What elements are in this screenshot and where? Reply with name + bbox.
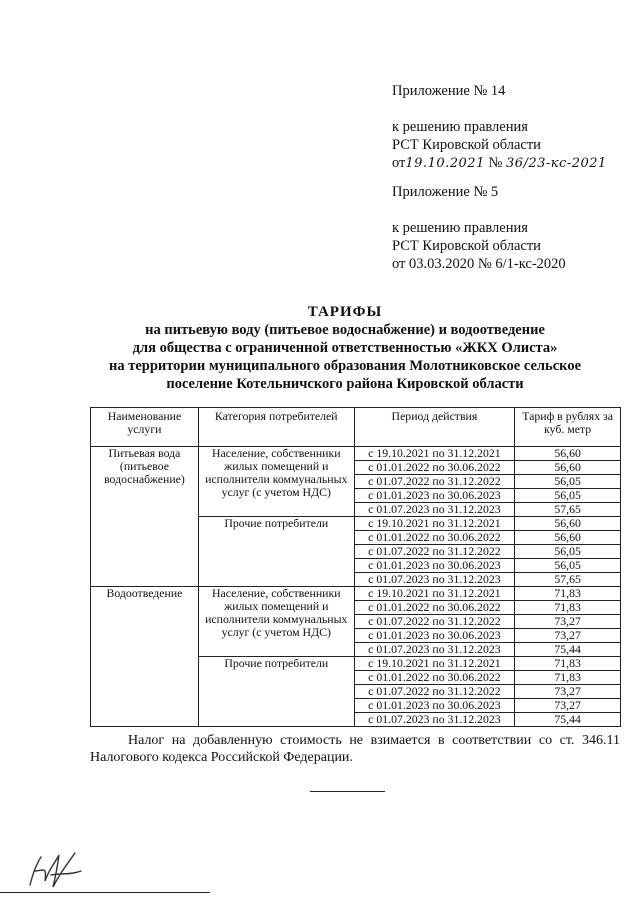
appendix-14-line2: РСТ Кировской области xyxy=(392,137,541,153)
period-cell: с 01.01.2023 по 30.06.2023 xyxy=(354,699,515,713)
period-cell: с 19.10.2021 по 31.12.2021 xyxy=(354,657,515,671)
tariff-cell: 56,60 xyxy=(515,531,621,545)
appendix-5-block xyxy=(392,183,566,273)
appendix-5-title: Приложение № 5 xyxy=(392,184,499,200)
table-header-row xyxy=(91,408,621,447)
title-line4: поселение Котельничского района Кировской области xyxy=(166,376,524,392)
period-cell: с 01.07.2023 по 31.12.2023 xyxy=(354,643,515,657)
tariff-cell: 75,44 xyxy=(515,713,621,727)
consumer-category: Население, собственники жилых помещений и исполнители коммунальных услуг (с учетом НДС) xyxy=(198,447,354,517)
tariff-cell: 56,60 xyxy=(515,517,621,531)
period-cell: с 01.07.2022 по 31.12.2022 xyxy=(354,685,515,699)
tariff-cell: 73,27 xyxy=(515,699,621,713)
tariff-cell: 57,65 xyxy=(515,503,621,517)
table-row xyxy=(91,447,621,461)
period-cell: с 01.01.2023 по 30.06.2023 xyxy=(354,559,515,573)
tariff-cell: 56,05 xyxy=(515,489,621,503)
appendix-5-line2: РСТ Кировской области xyxy=(392,238,541,254)
date-prefix: от xyxy=(392,155,406,171)
period-cell: с 01.01.2023 по 30.06.2023 xyxy=(354,489,515,503)
title-heading: ТАРИФЫ xyxy=(307,304,383,320)
separator-line xyxy=(310,791,385,792)
header-tariff: Тариф в рублях за куб. метр xyxy=(515,408,621,447)
period-cell: с 01.07.2022 по 31.12.2022 xyxy=(354,615,515,629)
period-cell: с 19.10.2021 по 31.12.2021 xyxy=(354,587,515,601)
period-cell: с 01.01.2023 по 30.06.2023 xyxy=(354,629,515,643)
tariff-cell: 71,83 xyxy=(515,601,621,615)
tariff-cell: 56,60 xyxy=(515,447,621,461)
tariff-cell: 73,27 xyxy=(515,685,621,699)
period-cell: с 01.07.2023 по 31.12.2023 xyxy=(354,573,515,587)
tariff-cell: 73,27 xyxy=(515,629,621,643)
title-line1: на питьевую воду (питьевое водоснабжение) и водоотведение xyxy=(145,322,545,338)
period-cell: с 01.07.2023 по 31.12.2023 xyxy=(354,713,515,727)
tariff-cell: 71,83 xyxy=(515,671,621,685)
tariff-cell: 56,05 xyxy=(515,559,621,573)
handwritten-date: 19.10.2021 xyxy=(405,156,485,171)
signature-icon xyxy=(25,845,85,890)
service-sewerage: Водоотведение xyxy=(91,587,199,727)
handwritten-number: 36/23-кс-2021 xyxy=(505,156,607,171)
appendix-5-line3: от 03.03.2020 № 6/1-кс-2020 xyxy=(392,256,566,272)
consumer-category: Прочие потребители xyxy=(198,517,354,587)
tax-note xyxy=(90,732,620,766)
tariff-cell: 75,44 xyxy=(515,643,621,657)
table-body xyxy=(91,447,621,727)
appendix-5-line1: к решению правления xyxy=(392,220,528,236)
period-cell: с 01.07.2022 по 31.12.2022 xyxy=(354,545,515,559)
tariff-cell: 71,83 xyxy=(515,657,621,671)
period-cell: с 01.07.2022 по 31.12.2022 xyxy=(354,475,515,489)
tariff-table xyxy=(90,407,621,727)
period-cell: с 01.01.2022 по 30.06.2022 xyxy=(354,461,515,475)
period-cell: с 01.07.2023 по 31.12.2023 xyxy=(354,503,515,517)
header-service: Наименование услуги xyxy=(91,408,199,447)
document-title xyxy=(60,303,630,393)
header-category: Категория потребителей xyxy=(198,408,354,447)
tariff-cell: 57,65 xyxy=(515,573,621,587)
appendix-14-date-line xyxy=(392,154,607,173)
appendix-14-line1: к решению правления xyxy=(392,119,528,135)
period-cell: с 01.01.2022 по 30.06.2022 xyxy=(354,531,515,545)
tariff-cell: 56,60 xyxy=(515,461,621,475)
appendix-14-block xyxy=(392,82,607,173)
header-period: Период действия xyxy=(354,408,515,447)
bottom-rule xyxy=(0,892,210,893)
tariff-cell: 73,27 xyxy=(515,615,621,629)
period-cell: с 01.01.2022 по 30.06.2022 xyxy=(354,601,515,615)
consumer-category: Прочие потребители xyxy=(198,657,354,727)
title-line3: на территории муниципального образования Молотниковское сельское xyxy=(108,358,582,374)
number-prefix: № xyxy=(488,155,503,171)
table-row xyxy=(91,587,621,601)
service-water: Питьевая вода (питьевое водоснабжение) xyxy=(91,447,199,587)
tariff-cell: 56,05 xyxy=(515,475,621,489)
appendix-14-title: Приложение № 14 xyxy=(392,83,506,99)
tariff-cell: 71,83 xyxy=(515,587,621,601)
period-cell: с 19.10.2021 по 31.12.2021 xyxy=(354,517,515,531)
title-line2: для общества с ограниченной ответственностью «ЖКХ Олиста» xyxy=(132,340,558,356)
consumer-category: Население, собственники жилых помещений и исполнители коммунальных услуг (с учетом НДС) xyxy=(198,587,354,657)
period-cell: с 19.10.2021 по 31.12.2021 xyxy=(354,447,515,461)
tariff-cell: 56,05 xyxy=(515,545,621,559)
tax-note-text: Налог на добавленную стоимость не взимается в соответствии со ст. 346.11 Налогового кодекса Российской Федерации. xyxy=(90,733,620,765)
period-cell: с 01.01.2022 по 30.06.2022 xyxy=(354,671,515,685)
